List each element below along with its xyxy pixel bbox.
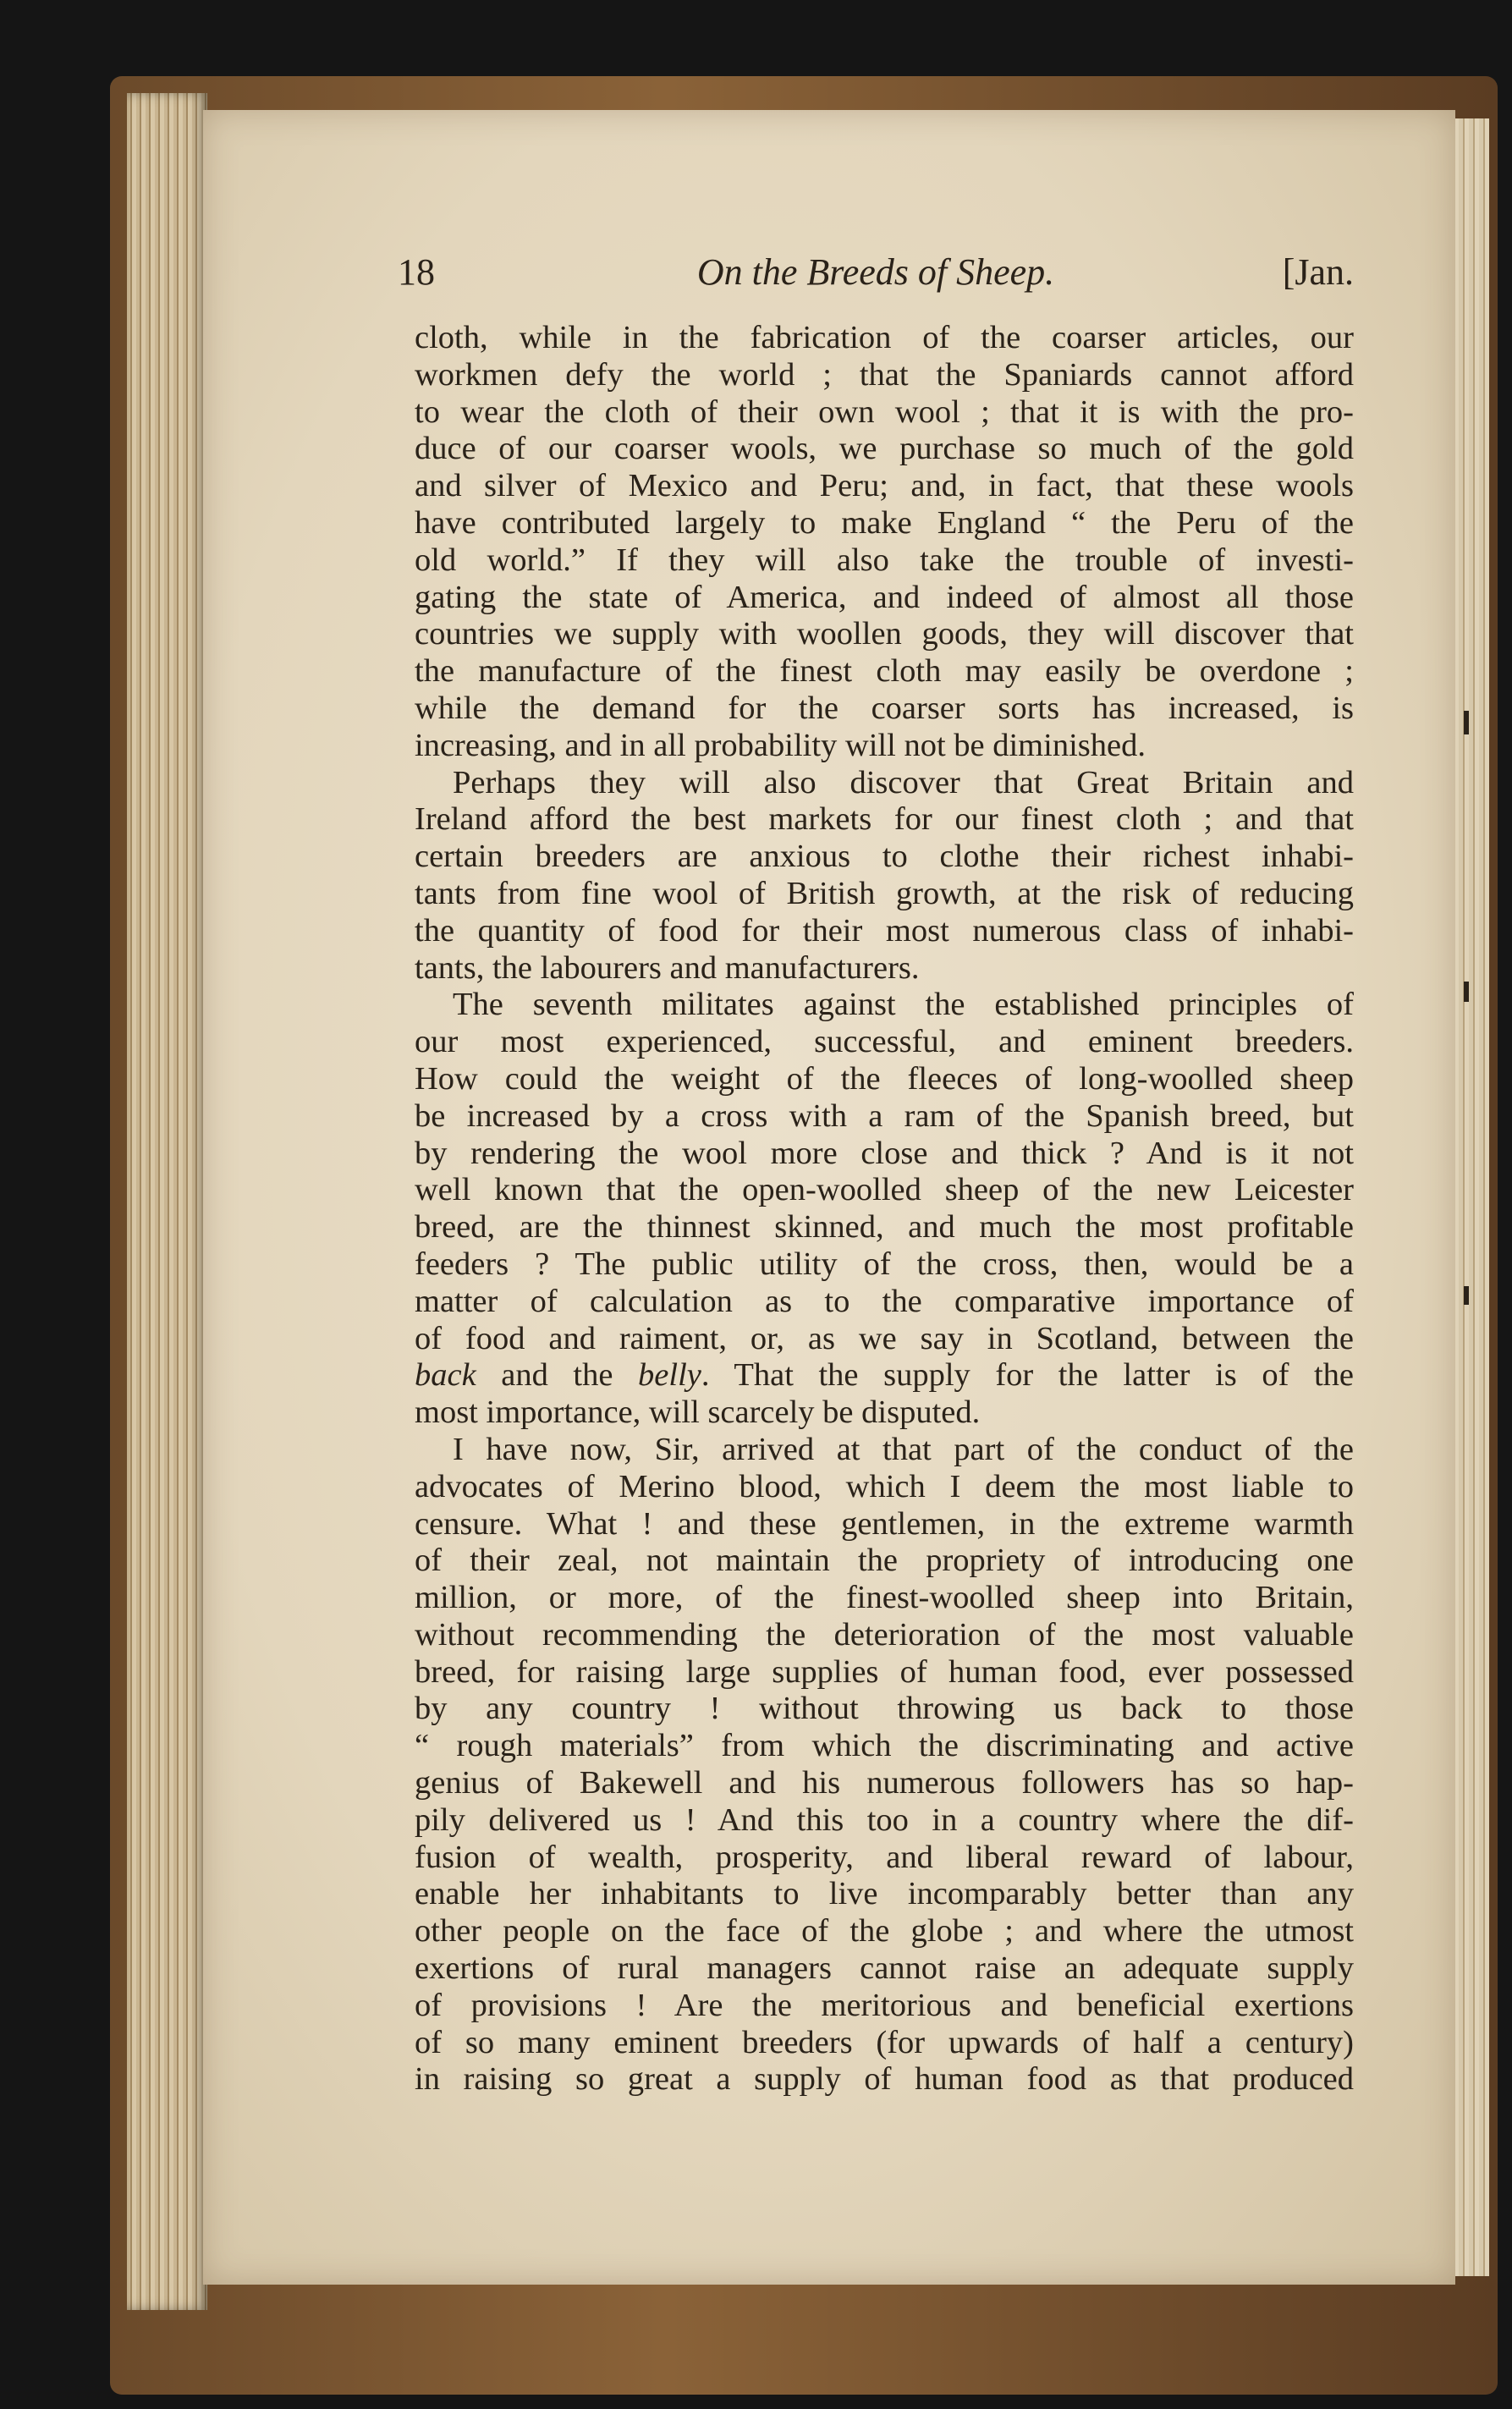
- text-line: feeders ? The public utility of the cross, then, would be a: [415, 1246, 1354, 1282]
- text-line: certain breeders are anxious to clothe their richest inhabi-: [415, 839, 1354, 875]
- text-line: by rendering the wool more close and thick ? And is it not: [415, 1135, 1354, 1171]
- text-line: advocates of Merino blood, which I deem the most liable to: [415, 1468, 1354, 1504]
- text-line: The seventh militates against the established principles of: [453, 987, 1354, 1023]
- text-line: countries we supply with woollen goods, they will discover that: [415, 616, 1354, 652]
- text-run: and the: [476, 1357, 639, 1394]
- text-line: while the demand for the coarser sorts has increased, is: [415, 690, 1354, 726]
- text-line: cloth, while in the fabrication of the coarser articles, our: [415, 320, 1354, 355]
- text-line: by any country ! without throwing us back to those: [415, 1691, 1354, 1727]
- text-line: fusion of wealth, prosperity, and liberal reward of labour,: [415, 1839, 1354, 1875]
- text-line: our most experienced, successful, and eminent breeders.: [415, 1024, 1354, 1060]
- text-line: Ireland afford the best markets for our finest cloth ; and that: [415, 801, 1354, 838]
- text-line: exertions of rural managers cannot raise an adequate supply: [415, 1950, 1354, 1987]
- text-line: gating the state of America, and indeed of almost all those: [415, 579, 1354, 615]
- text-line: in raising so great a supply of human food as that produced: [415, 2061, 1354, 2098]
- page-number: 18: [398, 251, 435, 293]
- page-stack-left: [127, 93, 207, 2310]
- text-line: censure. What ! and these gentlemen, in the extreme warmth: [415, 1505, 1354, 1542]
- text-line: breed, are the thinnest skinned, and much the most profitable: [415, 1209, 1354, 1246]
- text-line: of provisions ! Are the meritorious and beneficial exertions: [415, 1987, 1354, 2023]
- text-line: of their zeal, not maintain the propriety of introducing one: [415, 1543, 1354, 1579]
- text-line: genius of Bakewell and his numerous followers has so hap-: [415, 1765, 1354, 1801]
- text-line: breed, for raising large supplies of human food, ever possessed: [415, 1653, 1354, 1690]
- text-line: the manufacture of the finest cloth may easily be overdone ;: [415, 653, 1354, 690]
- text-line: increasing, and in all probability will not be diminished.: [415, 727, 1146, 763]
- margin-mark: [1464, 982, 1469, 1002]
- text-line: well known that the open-woolled sheep of the new Leicester: [415, 1172, 1354, 1208]
- text-line: of food and raiment, or, as we say in Scotland, between the: [415, 1320, 1354, 1356]
- text-line: have contributed largely to make England “ the Peru of the: [415, 504, 1354, 541]
- text-line: “ rough materials” from which the discriminating and active: [415, 1728, 1354, 1764]
- text-line: duce of our coarser wools, we purchase so much of the gold: [415, 431, 1354, 467]
- text-line: tants from fine wool of British growth, at the risk of reducing: [415, 875, 1354, 911]
- margin-mark: [1464, 711, 1469, 734]
- text-line: old world.” If they will also take the trouble of investi-: [415, 542, 1354, 578]
- running-date: [Jan.: [1282, 251, 1354, 293]
- text-line: of so many eminent breeders (for upwards of half a century): [415, 2024, 1354, 2060]
- text-line: I have now, Sir, arrived at that part of the conduct of the: [453, 1431, 1354, 1467]
- text-line: enable her inhabitants to live incomparably better than any: [415, 1876, 1354, 1912]
- body-text: [415, 320, 1354, 2098]
- italic-word: belly: [638, 1357, 701, 1394]
- margin-mark: [1464, 1286, 1469, 1305]
- text-line: pily delivered us ! And this too in a country where the dif-: [415, 1801, 1354, 1838]
- text-line: [415, 1357, 1354, 1394]
- text-line: other people on the face of the globe ; and where the utmost: [415, 1913, 1354, 1950]
- running-title: On the Breeds of Sheep.: [696, 251, 1055, 293]
- text-line: million, or more, of the finest-woolled sheep into Britain,: [415, 1580, 1354, 1616]
- text-run: . That the supply for the latter is of the: [701, 1357, 1354, 1394]
- text-line: matter of calculation as to the comparative importance of: [415, 1283, 1354, 1319]
- text-line: to wear the cloth of their own wool ; that it is with the pro-: [415, 393, 1354, 430]
- italic-word: back: [415, 1357, 476, 1394]
- text-line: the quantity of food for their most numerous class of inhabi-: [415, 912, 1354, 949]
- text-line: Perhaps they will also discover that Great Britain and: [453, 764, 1354, 800]
- text-line: without recommending the deterioration of the most valuable: [415, 1616, 1354, 1653]
- text-line: most importance, will scarcely be disputed.: [415, 1394, 981, 1431]
- text-line: workmen defy the world ; that the Spaniards cannot afford: [415, 356, 1354, 393]
- text-line: How could the weight of the fleeces of long-woolled sheep: [415, 1060, 1354, 1097]
- text-line: tants, the labourers and manufacturers.: [415, 949, 920, 986]
- text-line: be increased by a cross with a ram of the Spanish breed, but: [415, 1097, 1354, 1134]
- running-head: [398, 250, 1354, 301]
- text-line: and silver of Mexico and Peru; and, in fact, that these wools: [415, 468, 1354, 504]
